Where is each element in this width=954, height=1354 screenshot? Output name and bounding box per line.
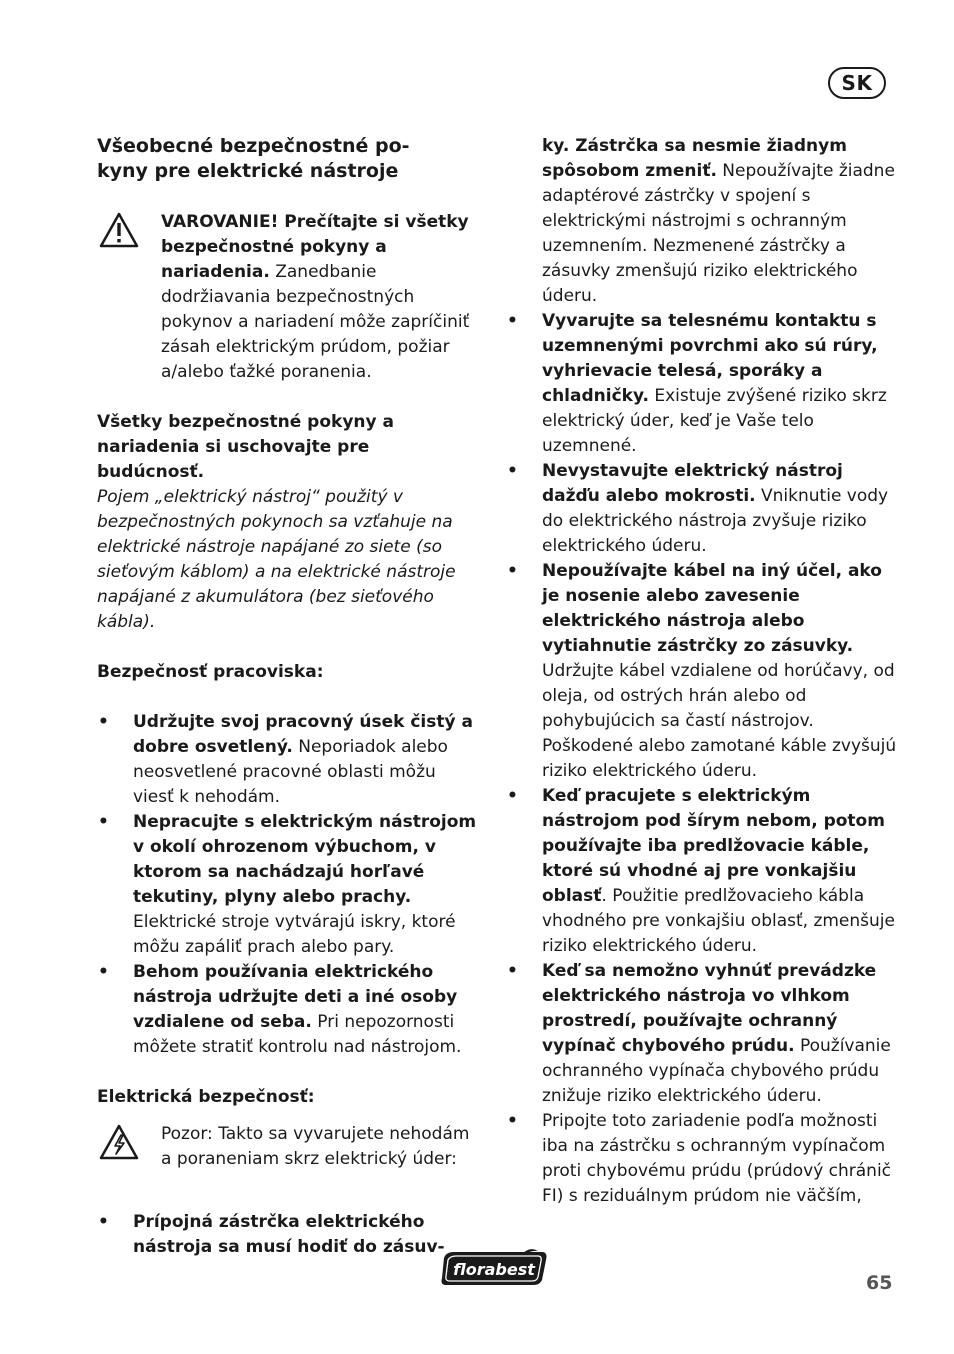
right-column bbox=[506, 134, 898, 1209]
general-warning bbox=[97, 210, 481, 385]
florabest-logo bbox=[438, 1248, 550, 1288]
list-item-continuation: ky. Zástrčka sa nesmie žiadnym spôsobom zmeniť. Nepoužívajte žiadne adaptérové zástrčky v spojení s elektrickými nástrojmi s ochranným uzemnením. Nezmenené zástrčky a zásuvky zmenšujú riziko elektrického úderu. bbox=[542, 136, 895, 306]
workplace-list bbox=[97, 710, 481, 1060]
list-item: • Keď pracujete s elektrickým nástrojom pod šírym nebom, potom používajte iba predlžovacie káble, ktoré sú vhodné aj pre vonkajšiu oblasť. Použitie predlžovacieho kábla vhodného pre vonkajšiu oblasť, zmenšuje riziko elektrického úderu. bbox=[507, 786, 895, 956]
list-item: • Behom používania elektrického nástroja udržujte deti a iné osoby vzdialene od seba. Pri nepozornosti môžete stratiť kontrolu nad nástrojom. bbox=[98, 962, 462, 1057]
list-item: • Nepracujte s elektrickým nástrojom v okolí ohrozenom výbuchom, v ktorom sa nachádzajú horľavé tekutiny, plyny alebo prachy. Elektrické stroje vytvárajú iskry, ktoré môžu zapáliť prach alebo pary. bbox=[98, 812, 477, 957]
electric-heading: Elektrická bezpečnosť: bbox=[97, 1087, 315, 1107]
electric-list-right bbox=[506, 309, 898, 1209]
list-item: • Nevystavujte elektrický nástroj dažďu alebo mokrosti. Vniknutie vody do elektrického nástroja zvyšuje riziko elektrického úderu. bbox=[507, 461, 889, 556]
section-title: Všeobecné bezpečnostné po- kyny pre elektrické nástroje bbox=[97, 135, 410, 182]
page-number: 65 bbox=[866, 1272, 893, 1294]
term-definition: Pojem „elektrický nástroj“ použitý v bezpečnostných pokynoch sa vzťahuje na elektrické nástroje napájané zo siete (so sieťovým káblom) a na elektrické nástroje napájané z akumulátora (bez sieťového kábla). bbox=[97, 487, 456, 632]
warning-text: Zanedbanie dodržiavania bezpečnostných pokynov a nariadení môže zapríčiniť zásah elektrickým prúdom, požiar a/alebo ťažké poranenia. bbox=[161, 262, 470, 382]
list-item: • Udržujte svoj pracovný úsek čistý a dobre osvetlený. Neporiadok alebo neosvetlené pracovné oblasti môžu viesť k nehodám. bbox=[98, 712, 473, 807]
logo-text: florabest bbox=[453, 1260, 535, 1279]
electric-list-left bbox=[97, 1210, 481, 1260]
keep-instructions: Všetky bezpečnostné pokyny a nariadenia si uschovajte pre budúcnosť. bbox=[97, 412, 394, 482]
language-badge: SK bbox=[828, 67, 886, 99]
list-item: • Pripojte toto zariadenie podľa možnosti iba na zástrčku s ochranným vypínačom proti chybovému prúdu (prúdový chránič FI) s reziduálnym prúdom nie väčším, bbox=[507, 1111, 892, 1206]
list-item: • Prípojná zástrčka elektrického nástroja sa musí hodiť do zásuv- bbox=[98, 1212, 445, 1257]
electric-shock-icon bbox=[99, 1124, 139, 1160]
left-column bbox=[97, 134, 481, 1260]
list-item: • Keď sa nemožno vyhnúť prevádzke elektrického nástroja vo vlhkom prostredí, používajte ochranný vypínač chybového prúdu. Používanie ochranného vypínača chybového prúdu znižuje riziko elektrického úderu. bbox=[507, 961, 891, 1106]
list-item: • Nepoužívajte kábel na iný účel, ako je nosenie alebo zavesenie elektrického nástroja alebo vytiahnutie zástrčky zo zásuvky. Udržujte kábel vzdialene od horúčavy, od oleja, od ostrých hrán alebo od pohybujúcich sa častí nástrojov. Poškodené alebo zamotané káble zvyšujú riziko elektrického úderu. bbox=[507, 561, 897, 781]
warning-triangle-icon bbox=[99, 212, 139, 248]
workplace-heading: Bezpečnosť pracoviska: bbox=[97, 662, 324, 682]
list-item: • Vyvarujte sa telesnému kontaktu s uzemnenými povrchmi ako sú rúry, vyhrievacie telesá, sporáky a chladničky. Existuje zvýšené riziko skrz elektrický úder, keď je Vaše telo uzemnené. bbox=[507, 311, 887, 456]
electric-warning-text: Pozor: Takto sa vyvarujete nehodám a poraneniam skrz elektrický úder: bbox=[161, 1124, 470, 1169]
electric-warning bbox=[97, 1122, 481, 1172]
warning-bold: VAROVANIE! Prečítajte si všetky bezpečnostné pokyny a nariadenia. bbox=[161, 212, 469, 282]
